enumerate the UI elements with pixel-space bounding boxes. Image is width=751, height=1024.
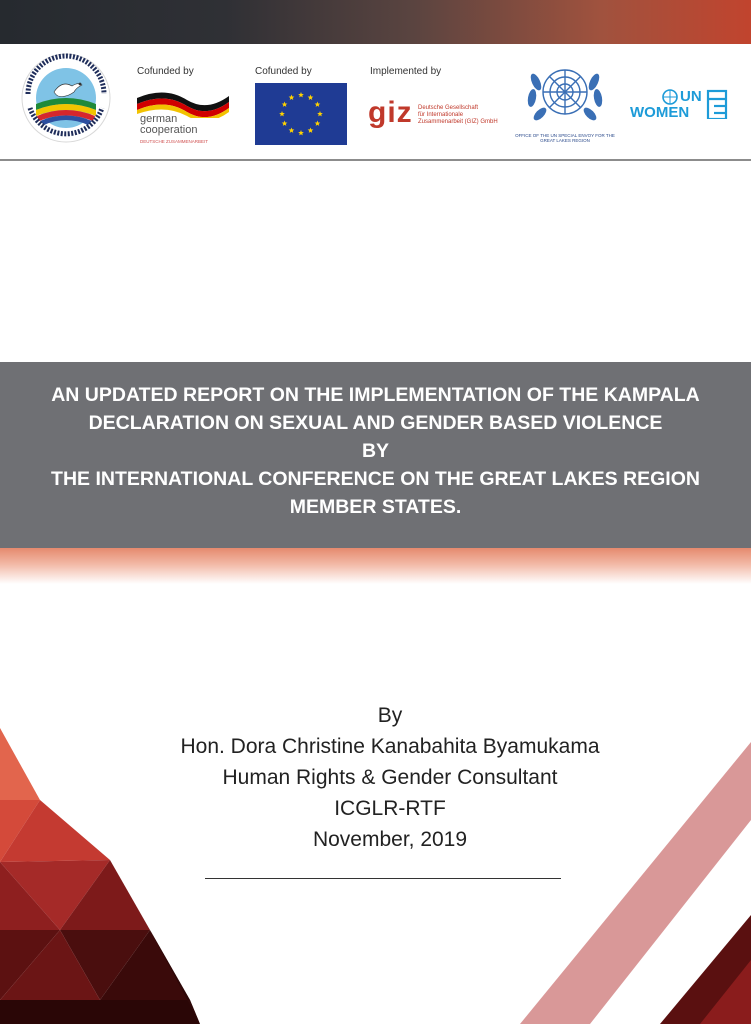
report-date: November, 2019 [312,828,468,851]
author-name: Hon. Dora Christine Kanabahita Byamukama [180,735,600,758]
un-envoy-caption: OFFICE OF THE UN SPECIAL ENVOY FOR THE GREAT LAKES REGION [515,133,615,143]
giz-logo-letters: giz [368,96,413,129]
eu-cofunded-caption: Cofunded by [255,66,312,77]
author-role: Human Rights & Gender Consultant [222,766,558,789]
german-cooperation-line1: german [140,113,178,125]
author-block [100,700,680,855]
deco-triangle [0,1000,200,1024]
signature-rule [205,878,561,879]
title-line-5: MEMBER STATES. [289,496,462,518]
title-line-3: BY [361,440,390,462]
author-by-label: By [377,704,403,727]
german-cooperation-line2: cooperation [140,124,198,136]
title-line-1: AN UPDATED REPORT ON THE IMPLEMENTATION OF THE KAMPALA [51,384,700,406]
german-cooperation-line3: DEUTSCHE ZUSAMMENARBEIT [140,139,209,144]
giz-implemented-caption: Implemented by [370,66,442,77]
unwomen-un-text: UN [680,88,702,105]
author-organization: ICGLR-RTF [334,797,446,820]
deco-triangle [0,728,40,800]
german-cofunded-caption: Cofunded by [137,66,194,77]
title-line-2: DECLARATION ON SEXUAL AND GENDER BASED VIOLENCE [88,412,663,434]
unwomen-women-text: WOMEN [630,104,690,121]
giz-logo-subtext: Deutsche Gesellschaft für Internationale Zusammenarbeit (GIZ) GmbH [418,105,498,125]
title-line-4: THE INTERNATIONAL CONFERENCE ON THE GREAT LAKES REGION [51,468,700,490]
